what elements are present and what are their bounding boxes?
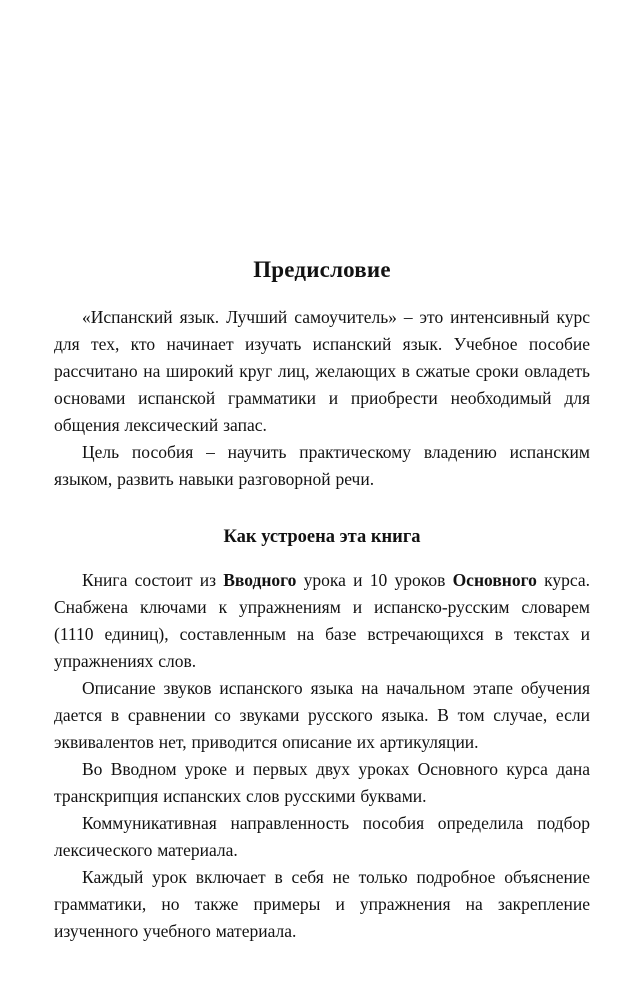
intro-paragraph-2: Цель пособия – научить практическому владению испанским языком, развить навыки разговорной речи. [54, 441, 590, 489]
page-title: Предисловие [253, 257, 391, 282]
text-segment: курса. Снабжена ключами к упражнениям и испанско-русским словарем (1110 единиц), составленным на базе встречающихся в текстах и упражнениях слов. [54, 569, 590, 671]
section-heading: Как устроена эта книга [223, 526, 421, 547]
body-paragraph-lessons: Каждый урок включает в себя не только подробное объяснение грамматики, но также примеры и упражнения на закрепление изученного учебного материала. [54, 866, 590, 941]
body-paragraph-transcription: Во Вводном уроке и первых двух уроках Основного курса дана транскрипция испанских слов русскими буквами. [54, 758, 590, 806]
body-paragraph-communication: Коммуникативная направленность пособия определила подбор лексического материала. [54, 812, 590, 860]
text-segment: урока и 10 уроков [296, 569, 453, 590]
bold-term-vvodnogo: Вводного [223, 569, 297, 590]
text-segment: Книга состоит из [82, 569, 224, 590]
body-paragraph-sounds: Описание звуков испанского языка на начальном этапе обучения дается в сравнении со звуками русского языка. В том случае, если эквивалентов нет, приводится описание их артикуляции. [54, 677, 590, 752]
bold-term-osnovnogo: Основного [452, 569, 537, 590]
structure-paragraph [54, 567, 590, 675]
intro-paragraph-1: «Испанский язык. Лучший самоучитель» – это интенсивный курс для тех, кто начинает изучать испанский язык. Учебное пособие рассчитано на широкий круг лиц, желающих в сжатые сроки овладеть основами испанской грамматики и приобрести необходимый для общения лексический запас. [54, 306, 590, 435]
